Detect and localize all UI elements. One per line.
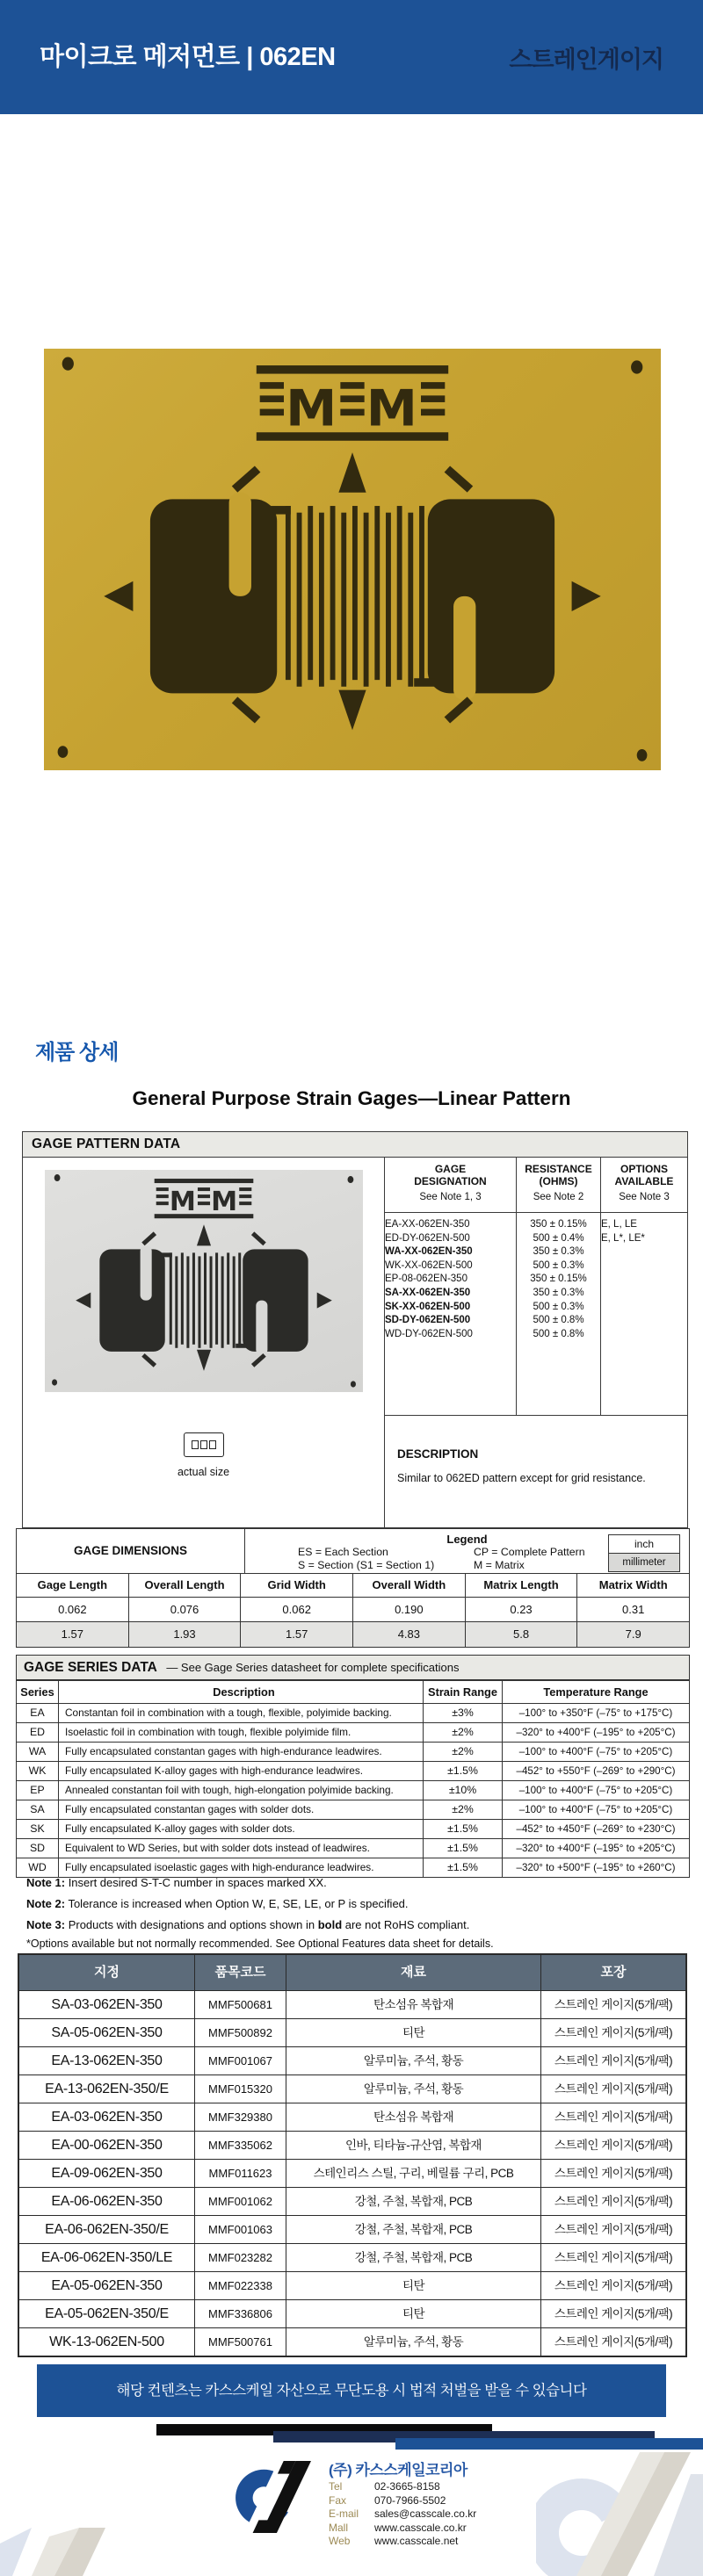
series-id: EA bbox=[17, 1704, 59, 1722]
company-contacts bbox=[329, 2480, 476, 2549]
series-temp: –452° to +550°F (–269° to +290°C) bbox=[516, 1765, 676, 1777]
series-strain: ±2% bbox=[424, 1743, 503, 1761]
contact-value: www.casscale.co.kr bbox=[374, 2521, 467, 2534]
product-material: 티탄 bbox=[286, 2019, 541, 2046]
product-material: 인바, 티타늄-규산염, 복합재 bbox=[286, 2132, 541, 2159]
pattern-table-body bbox=[385, 1213, 687, 1415]
series-description: Isoelastic foil in combination with tough, flexible polyimide film. bbox=[59, 1723, 424, 1742]
dim-mm-value: 1.93 bbox=[129, 1622, 242, 1647]
product-designation: EA-05-062EN-350 bbox=[19, 2272, 195, 2299]
options-list bbox=[601, 1213, 687, 1415]
product-code: MMF335062 bbox=[195, 2132, 286, 2159]
contact-label: Fax bbox=[329, 2493, 347, 2507]
series-temp: –320° to +500°F (–195° to +260°C) bbox=[516, 1862, 676, 1873]
product-code: MMF001062 bbox=[195, 2188, 286, 2215]
products-table bbox=[18, 1953, 687, 2357]
col-note: See Note 1, 3 bbox=[419, 1192, 482, 1202]
product-row bbox=[19, 1990, 685, 2018]
gage-pattern-photo bbox=[45, 1170, 363, 1392]
series-row bbox=[17, 1761, 689, 1780]
product-packaging: 스트레인 게이지(5개/팩) bbox=[554, 2251, 673, 2264]
series-strain: ±1.5% bbox=[424, 1820, 503, 1838]
series-row bbox=[17, 1858, 689, 1877]
legend-cell bbox=[245, 1529, 689, 1573]
series-id: SD bbox=[17, 1839, 59, 1858]
contact-row bbox=[329, 2480, 476, 2494]
series-row bbox=[17, 1800, 689, 1819]
dimensions-mm-row bbox=[17, 1621, 689, 1647]
product-row bbox=[19, 2187, 685, 2215]
dim-inch-value: 0.31 bbox=[622, 1603, 645, 1616]
resistance-cell: 350 ± 0.15% bbox=[530, 1274, 587, 1285]
gage-pattern-photo-cell bbox=[23, 1158, 385, 1527]
product-material: 알루미늄, 주석, 황동 bbox=[286, 2047, 541, 2075]
unit-inch-box: inch bbox=[608, 1534, 680, 1554]
product-packaging: 스트레인 게이지(5개/팩) bbox=[554, 2111, 673, 2124]
contact-value: 02-3665-8158 bbox=[374, 2480, 440, 2493]
product-packaging: 스트레인 게이지(5개/팩) bbox=[554, 2195, 673, 2208]
pattern-table-header bbox=[385, 1158, 687, 1213]
gage-pattern-art bbox=[44, 349, 661, 770]
dimensions-header-row bbox=[17, 1573, 689, 1597]
product-designation: SA-05-062EN-350 bbox=[19, 2019, 195, 2046]
description-text: Similar to 062ED pattern except for grid resistance. bbox=[397, 1472, 646, 1484]
series-strain: ±2% bbox=[424, 1723, 503, 1742]
product-designation: EA-00-062EN-350 bbox=[19, 2132, 195, 2159]
series-strain: ±1.5% bbox=[424, 1839, 503, 1858]
product-row bbox=[19, 2131, 685, 2159]
product-row bbox=[19, 2018, 685, 2046]
actual-size-label: actual size bbox=[177, 1466, 230, 1478]
designation-cell: EP-08-062EN-350 bbox=[385, 1274, 467, 1285]
series-table-subtitle: — See Gage Series datasheet for complete specifications bbox=[166, 1661, 460, 1674]
col-note: See Note 2 bbox=[533, 1192, 584, 1202]
designation-list bbox=[385, 1213, 517, 1415]
series-id: ED bbox=[17, 1723, 59, 1742]
actual-size-icon bbox=[184, 1432, 224, 1457]
datasheet-title: General Purpose Strain Gages—Linear Pattern bbox=[132, 1087, 571, 1109]
note-label: Note 2: bbox=[26, 1897, 66, 1910]
dim-col: Overall Length bbox=[129, 1574, 242, 1597]
resistance-cell: 500 ± 0.3% bbox=[533, 1259, 584, 1271]
product-row bbox=[19, 2159, 685, 2187]
product-packaging: 스트레인 게이지(5개/팩) bbox=[554, 2307, 673, 2320]
product-packaging: 스트레인 게이지(5개/팩) bbox=[554, 2223, 673, 2236]
product-packaging: 스트레인 게이지(5개/팩) bbox=[554, 2139, 673, 2152]
dim-inch-value: 0.190 bbox=[353, 1598, 466, 1621]
company-name: (주) 카스스케일코리아 bbox=[329, 2462, 467, 2479]
series-description: Fully encapsulated isoelastic gages with high-endurance leadwires. bbox=[59, 1858, 424, 1877]
product-designation: SA-03-062EN-350 bbox=[19, 1991, 195, 2018]
series-row bbox=[17, 1838, 689, 1858]
product-material: 탄소섬유 복합재 bbox=[286, 2103, 541, 2131]
contact-value: 070-7966-5502 bbox=[374, 2493, 446, 2507]
series-strain: ±2% bbox=[424, 1800, 503, 1819]
product-row bbox=[19, 2243, 685, 2271]
dimensions-inch-row bbox=[17, 1597, 689, 1621]
product-packaging: 스트레인 게이지(5개/팩) bbox=[554, 2167, 673, 2180]
product-row bbox=[19, 2215, 685, 2243]
options-footnote: *Options available but not normally recommended. See Optional Features data sheet for details. bbox=[26, 1937, 494, 1950]
series-description: Fully encapsulated K-alloy gages with high-endurance leadwires. bbox=[59, 1762, 424, 1780]
unit-indicator bbox=[608, 1534, 680, 1572]
product-code: MMF023282 bbox=[195, 2244, 286, 2271]
col-designation: DESIGNATION bbox=[414, 1174, 487, 1187]
product-material: 티탄 bbox=[286, 2272, 541, 2299]
col-available: AVAILABLE bbox=[614, 1174, 674, 1187]
series-row bbox=[17, 1819, 689, 1838]
note-3 bbox=[26, 1918, 469, 1931]
series-strain: ±3% bbox=[424, 1704, 503, 1722]
dim-mm-value: 1.57 bbox=[17, 1622, 129, 1647]
contact-label: E-mail bbox=[329, 2507, 359, 2520]
resistance-cell: 500 ± 0.8% bbox=[533, 1315, 584, 1326]
contact-row bbox=[329, 2535, 476, 2549]
series-temp: –320° to +400°F (–195° to +205°C) bbox=[516, 1727, 676, 1738]
product-code: MMF500681 bbox=[195, 1991, 286, 2018]
options-cell: E, L, LE bbox=[601, 1219, 637, 1230]
product-code: MMF001063 bbox=[195, 2216, 286, 2243]
dim-mm-value: 4.83 bbox=[353, 1622, 466, 1647]
gage-pattern-art bbox=[45, 1170, 363, 1392]
options-cell: E, L*, LE* bbox=[601, 1232, 645, 1244]
watermark-logo-left bbox=[0, 2528, 132, 2576]
product-row bbox=[19, 2271, 685, 2299]
resistance-cell: 350 ± 0.3% bbox=[533, 1246, 584, 1258]
resistance-cell: 500 ± 0.8% bbox=[533, 1328, 584, 1339]
product-designation: EA-13-062EN-350/E bbox=[19, 2075, 195, 2103]
note-text: Insert desired S-T-C number in spaces marked XX. bbox=[68, 1876, 327, 1889]
series-col: Strain Range bbox=[424, 1681, 503, 1703]
copyright-notice-bar: 해당 컨텐츠는 카스스케일 자산으로 무단도용 시 법적 처벌을 받을 수 있습니다 bbox=[37, 2364, 666, 2417]
series-row bbox=[17, 1780, 689, 1800]
company-logo bbox=[236, 2461, 313, 2533]
contact-value: sales@casscale.co.kr bbox=[374, 2507, 477, 2520]
col-material: 재료 bbox=[286, 1955, 541, 1990]
product-code: MMF011623 bbox=[195, 2160, 286, 2187]
product-code: MMF001067 bbox=[195, 2047, 286, 2075]
dim-col: Grid Width bbox=[241, 1574, 353, 1597]
series-table-title: GAGE SERIES DATA bbox=[24, 1660, 157, 1675]
product-row bbox=[19, 2327, 685, 2356]
contact-label: Mall bbox=[329, 2521, 349, 2534]
designation-cell: SK-XX-062EN-500 bbox=[385, 1301, 471, 1312]
series-strain: ±1.5% bbox=[424, 1858, 503, 1877]
designation-cell: WK-XX-062EN-500 bbox=[385, 1259, 473, 1271]
series-col: Temperature Range bbox=[543, 1685, 649, 1699]
note-label: Note 3: bbox=[26, 1918, 66, 1931]
resistance-cell: 500 ± 0.4% bbox=[533, 1232, 584, 1244]
product-photo-gold-gage bbox=[44, 349, 661, 770]
designation-cell: EA-XX-062EN-350 bbox=[385, 1219, 470, 1230]
col-item-code: 품목코드 bbox=[195, 1955, 286, 1990]
dim-mm-value: 5.8 bbox=[466, 1622, 578, 1647]
note-text: are not RoHS compliant. bbox=[342, 1918, 470, 1931]
product-material: 탄소섬유 복합재 bbox=[286, 1991, 541, 2018]
col-ohms: (OHMS) bbox=[539, 1174, 578, 1187]
product-category-label: 스트레인게이지 bbox=[509, 47, 663, 73]
product-packaging: 스트레인 게이지(5개/팩) bbox=[554, 1998, 673, 2011]
gage-pattern-data-box bbox=[22, 1131, 688, 1528]
legend-title: Legend bbox=[446, 1533, 488, 1546]
series-id: WK bbox=[17, 1762, 59, 1780]
series-temp: –100° to +350°F (–75° to +175°C) bbox=[518, 1707, 673, 1719]
dim-inch-value: 0.062 bbox=[241, 1598, 353, 1621]
col-gage: GAGE bbox=[434, 1163, 467, 1175]
series-row bbox=[17, 1703, 689, 1722]
legend-item: CP = Complete Pattern bbox=[474, 1546, 585, 1558]
product-code: MMF022338 bbox=[195, 2272, 286, 2299]
product-material: 알루미늄, 주석, 황동 bbox=[286, 2075, 541, 2103]
series-header-row bbox=[17, 1680, 689, 1703]
dim-inch-value: 0.062 bbox=[17, 1598, 129, 1621]
product-material: 강철, 주철, 복합재, PCB bbox=[286, 2244, 541, 2271]
contact-row bbox=[329, 2522, 476, 2536]
page-header bbox=[0, 0, 703, 114]
series-temp: –100° to +400°F (–75° to +205°C) bbox=[518, 1746, 673, 1757]
col-designation-kr: 지정 bbox=[19, 1955, 195, 1990]
series-temp: –100° to +400°F (–75° to +205°C) bbox=[518, 1804, 673, 1815]
series-id: WD bbox=[17, 1858, 59, 1877]
product-material: 강철, 주철, 복합재, PCB bbox=[286, 2188, 541, 2215]
designation-cell: SA-XX-062EN-350 bbox=[385, 1287, 471, 1298]
legend-item: S = Section (S1 = Section 1) bbox=[298, 1559, 435, 1571]
series-row bbox=[17, 1722, 689, 1742]
dim-inch-value: 0.076 bbox=[129, 1598, 242, 1621]
note-label: Note 1: bbox=[26, 1876, 66, 1889]
description-cell bbox=[385, 1415, 687, 1527]
designation-cell: ED-DY-062EN-500 bbox=[385, 1232, 470, 1244]
note-1 bbox=[26, 1876, 327, 1889]
series-description: Equivalent to WD Series, but with solder dots instead of leadwires. bbox=[59, 1839, 424, 1858]
product-row bbox=[19, 2046, 685, 2075]
dim-col: Overall Width bbox=[353, 1574, 466, 1597]
description-title: DESCRIPTION bbox=[397, 1447, 479, 1461]
series-description: Fully encapsulated constantan gages with solder dots. bbox=[59, 1800, 424, 1819]
series-description: Annealed constantan foil with tough, high-elongation polyimide backing. bbox=[59, 1781, 424, 1800]
series-id: WA bbox=[17, 1743, 59, 1761]
section-title: 제품 상세 bbox=[35, 1041, 119, 1064]
col-packaging: 포장 bbox=[600, 1965, 627, 1980]
gage-dimensions-table bbox=[16, 1528, 690, 1648]
product-material: 스테인리스 스틸, 구리, 베릴륨 구리, PCB bbox=[286, 2160, 541, 2187]
product-code: MMF329380 bbox=[195, 2103, 286, 2131]
series-temp: –320° to +400°F (–195° to +205°C) bbox=[516, 1843, 676, 1854]
series-description: Constantan foil in combination with a tough, flexible, polyimide backing. bbox=[59, 1704, 424, 1722]
dim-mm-value: 7.9 bbox=[625, 1627, 641, 1641]
product-code: MMF015320 bbox=[195, 2075, 286, 2103]
product-row bbox=[19, 2103, 685, 2131]
series-col: Description bbox=[59, 1681, 424, 1703]
product-designation: EA-09-062EN-350 bbox=[19, 2160, 195, 2187]
col-options: OPTIONS bbox=[620, 1163, 668, 1175]
col-resistance: RESISTANCE bbox=[525, 1163, 592, 1175]
product-packaging: 스트레인 게이지(5개/팩) bbox=[554, 2082, 673, 2096]
designation-cell: WD-DY-062EN-500 bbox=[385, 1328, 473, 1339]
gage-pattern-data-heading: GAGE PATTERN DATA bbox=[23, 1132, 687, 1158]
legend-item: ES = Each Section bbox=[298, 1546, 388, 1558]
product-material: 티탄 bbox=[286, 2300, 541, 2327]
product-packaging: 스트레인 게이지(5개/팩) bbox=[554, 2026, 673, 2039]
contact-row bbox=[329, 2507, 476, 2522]
unit-millimeter-box: millimeter bbox=[608, 1554, 680, 1572]
product-material: 강철, 주철, 복합재, PCB bbox=[286, 2216, 541, 2243]
contact-label: Tel bbox=[329, 2480, 343, 2493]
series-description: Fully encapsulated K-alloy gages with solder dots. bbox=[59, 1820, 424, 1838]
products-header-row bbox=[19, 1955, 685, 1990]
dim-col: Matrix Width bbox=[598, 1578, 668, 1591]
gage-series-data-table bbox=[16, 1655, 690, 1878]
product-designation: EA-03-062EN-350 bbox=[19, 2103, 195, 2131]
product-designation: EA-06-062EN-350/LE bbox=[19, 2244, 195, 2271]
dim-inch-value: 0.23 bbox=[466, 1598, 578, 1621]
dim-col: Matrix Length bbox=[466, 1574, 578, 1597]
stripe-blue bbox=[395, 2438, 703, 2450]
designation-cell: WA-XX-062EN-350 bbox=[385, 1246, 473, 1258]
product-designation: EA-06-062EN-350 bbox=[19, 2188, 195, 2215]
product-row bbox=[19, 2299, 685, 2327]
resistance-cell: 350 ± 0.15% bbox=[530, 1219, 587, 1230]
resistance-cell: 350 ± 0.3% bbox=[533, 1287, 584, 1298]
series-id: SK bbox=[17, 1820, 59, 1838]
series-temp: –100° to +400°F (–75° to +205°C) bbox=[518, 1785, 673, 1796]
product-code: MMF336806 bbox=[195, 2300, 286, 2327]
series-description: Fully encapsulated constantan gages with high-endurance leadwires. bbox=[59, 1743, 424, 1761]
page-title: 마이크로 메저먼트 | 062EN bbox=[40, 43, 336, 71]
product-packaging: 스트레인 게이지(5개/팩) bbox=[554, 2335, 673, 2349]
product-material: 알루미늄, 주석, 황동 bbox=[286, 2328, 541, 2356]
product-row bbox=[19, 2075, 685, 2103]
series-row bbox=[17, 1742, 689, 1761]
legend-item: M = Matrix bbox=[474, 1559, 525, 1571]
resistance-list bbox=[517, 1213, 601, 1415]
product-designation: EA-06-062EN-350/E bbox=[19, 2216, 195, 2243]
product-designation: EA-13-062EN-350 bbox=[19, 2047, 195, 2075]
product-packaging: 스트레인 게이지(5개/팩) bbox=[554, 2279, 673, 2292]
series-id: SA bbox=[17, 1800, 59, 1819]
col-note: See Note 3 bbox=[619, 1192, 670, 1202]
series-strain: ±1.5% bbox=[424, 1762, 503, 1780]
note-bold-word: bold bbox=[317, 1918, 343, 1931]
note-text: Products with designations and options shown in bbox=[68, 1918, 318, 1931]
watermark-logo-right bbox=[536, 2452, 703, 2576]
designation-cell: SD-DY-062EN-500 bbox=[385, 1315, 471, 1326]
product-code: MMF500892 bbox=[195, 2019, 286, 2046]
note-2 bbox=[26, 1897, 409, 1910]
resistance-cell: 500 ± 0.3% bbox=[533, 1301, 584, 1312]
contact-value: www.casscale.net bbox=[374, 2535, 459, 2547]
note-text: Tolerance is increased when Option W, E, SE, LE, or P is specified. bbox=[68, 1897, 409, 1910]
product-designation: WK-13-062EN-500 bbox=[19, 2328, 195, 2356]
dim-col: Gage Length bbox=[17, 1574, 129, 1597]
contact-label: Web bbox=[329, 2535, 351, 2547]
product-designation: EA-05-062EN-350/E bbox=[19, 2300, 195, 2327]
product-packaging: 스트레인 게이지(5개/팩) bbox=[554, 2054, 673, 2067]
series-strain: ±10% bbox=[424, 1781, 503, 1800]
series-id: EP bbox=[17, 1781, 59, 1800]
series-col: Series bbox=[17, 1681, 59, 1703]
contact-row bbox=[329, 2494, 476, 2508]
dim-mm-value: 1.57 bbox=[241, 1622, 353, 1647]
product-code: MMF500761 bbox=[195, 2328, 286, 2356]
gage-dimensions-title: GAGE DIMENSIONS bbox=[17, 1529, 245, 1573]
series-temp: –452° to +450°F (–269° to +230°C) bbox=[516, 1823, 676, 1835]
